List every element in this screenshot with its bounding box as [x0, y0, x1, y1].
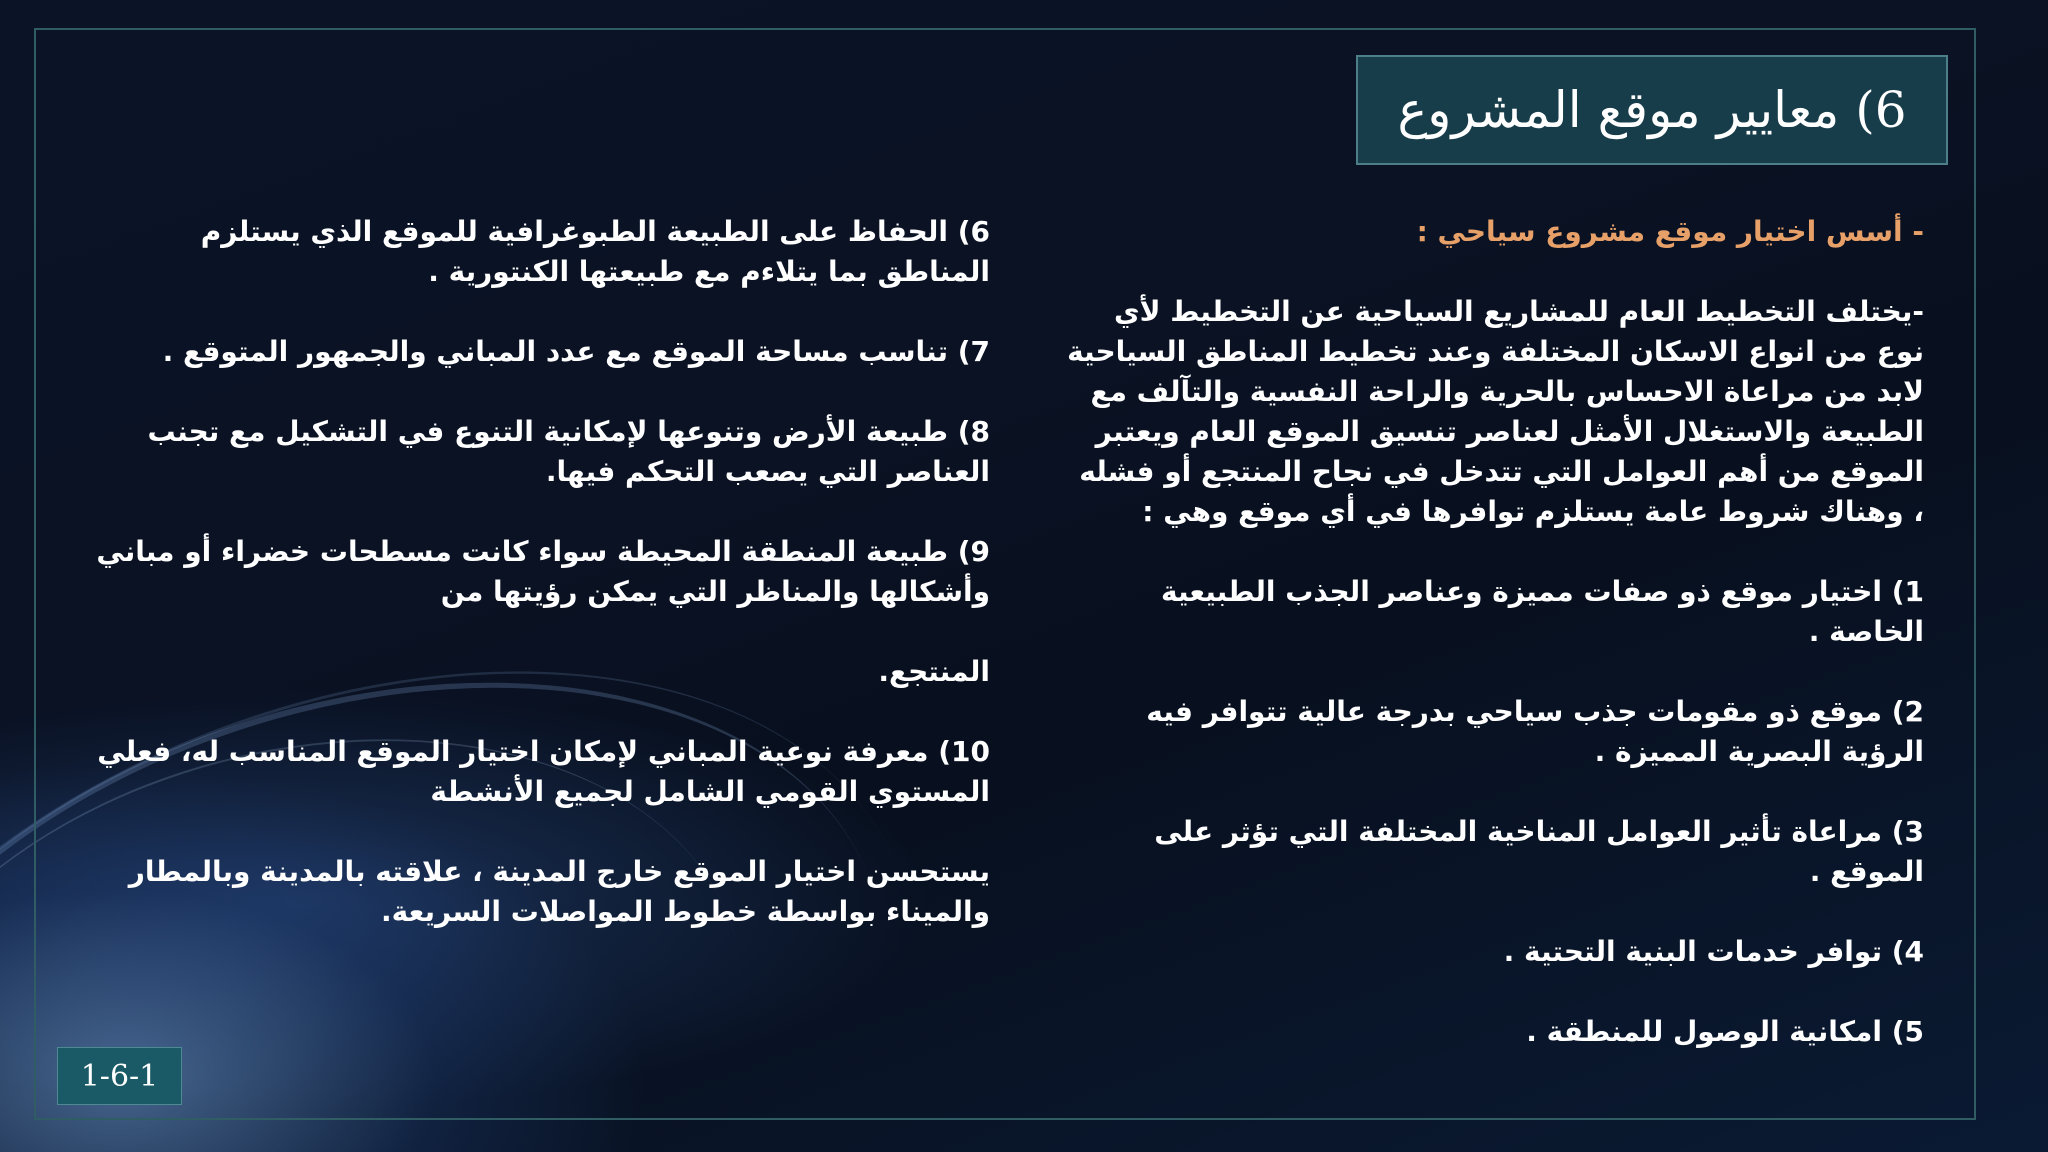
page-number: 1-6-1: [80, 1058, 159, 1094]
criteria-item: 10) معرفة نوعية المباني لإمكان اختيار الموقع المناسب له، فعلي المستوي القومي الشامل لجميع الأنشطة: [97, 735, 990, 808]
slide-title: 6) معايير موقع المشروع: [1397, 81, 1907, 139]
criteria-item: 7) تناسب مساحة الموقع مع عدد المباني والجمهور المتوقع .: [162, 335, 990, 368]
criteria-item: 4) توافر خدمات البنية التحتية .: [1503, 935, 1924, 968]
criteria-item: 9) طبيعة المنطقة المحيطة سواء كانت مسطحات خضراء أو مباني وأشكالها والمناظر التي يمكن رؤيتها من: [96, 535, 990, 608]
criteria-item: المنتجع.: [878, 655, 990, 688]
page-number-box: [57, 1047, 182, 1105]
right-column: [1064, 212, 1924, 1092]
criteria-item: 6) الحفاظ على الطبيعة الطبوغرافية للموقع الذي يستلزم المناطق بما يتلاءم مع طبيعتها الكنتورية .: [200, 215, 990, 288]
left-column: [90, 212, 990, 972]
section-subheading: - أسس اختيار موقع مشروع سياحي :: [1416, 215, 1924, 248]
criteria-item: 5) امكانية الوصول للمنطقة .: [1526, 1015, 1924, 1048]
title-box: [1356, 55, 1948, 165]
criteria-item: يستحسن اختيار الموقع خارج المدينة ، علاقته بالمدينة وبالمطار والميناء بواسطة خطوط المواصلات السريعة.: [128, 855, 990, 928]
criteria-item: 3) مراعاة تأثير العوامل المناخية المختلفة التي تؤثر على الموقع .: [1154, 815, 1924, 888]
criteria-item: 8) طبيعة الأرض وتنوعها لإمكانية التنوع في التشكيل مع تجنب العناصر التي يصعب التحكم فيها.: [147, 415, 990, 488]
criteria-item: 2) موقع ذو مقومات جذب سياحي بدرجة عالية تتوافر فيه الرؤية البصرية المميزة .: [1146, 695, 1924, 768]
criteria-item: 1) اختيار موقع ذو صفات مميزة وعناصر الجذب الطبيعية الخاصة .: [1160, 575, 1924, 648]
intro-paragraph: -يختلف التخطيط العام للمشاريع السياحية عن التخطيط لأي نوع من انواع الاسكان المختلفة وعند تخطيط المناطق السياحية لابد من مراعاة الاحساس بالحرية والراحة النفسية والتآلف مع الطبيعة والاستغلال الأمثل لعناصر تنسيق الموقع العام ويعتبر الموقع من أهم العوامل التي تتدخل في نجاح المنتجع أو فشله ، وهناك شروط عامة يستلزم توافرها في أي موقع وهي :: [1067, 295, 1924, 528]
